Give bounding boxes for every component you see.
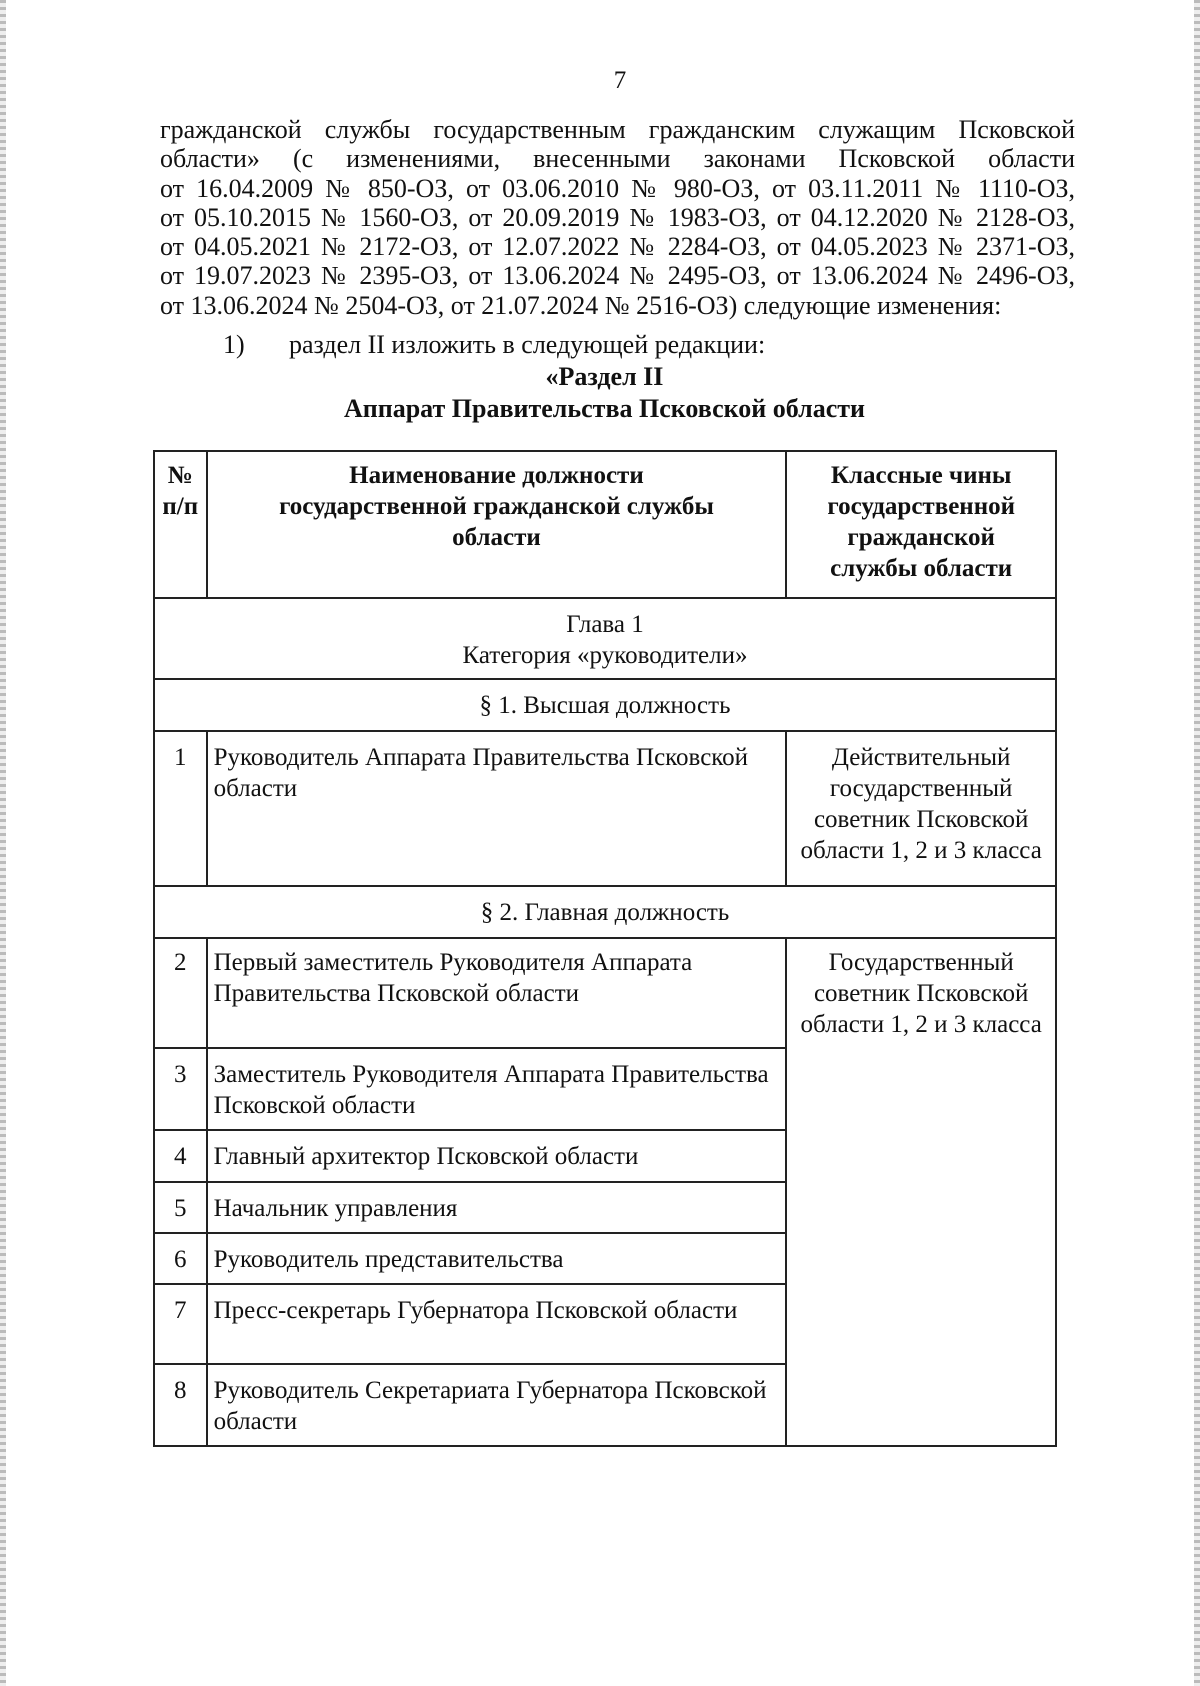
row-position: Руководитель Аппарата Правительства Псковской области [207,731,787,886]
intro-line: от 19.07.2023 № 2395-ОЗ, от 13.06.2024 № 2495-ОЗ, от 13.06.2024 № 2496-ОЗ, [160,261,1075,291]
list-item-text: раздел II изложить в следующей редакции: [289,330,766,359]
list-item-number: 1) [223,330,245,359]
row-position: Первый заместитель Руководителя Аппарата Правительства Псковской области [207,938,787,1048]
row-position: Пресс-секретарь Губернатора Псковской области [207,1284,787,1364]
positions-table [153,450,1057,1447]
header-position: Наименование должности государственной гражданской службы области [207,451,787,598]
intro-line: гражданской службы государственным гражданским служащим Псковской [160,115,1075,144]
chapter-title: Глава 1 [566,611,644,638]
row-position: Начальник управления [207,1182,787,1233]
chapter-subtitle: Категория «руководители» [462,642,748,669]
chapter-cell [154,598,1056,679]
header-number: № п/п [154,451,207,598]
row-position: Руководитель Секретариата Губернатора Псковской области [207,1364,787,1446]
intro-line: области» (с изменениями, внесенными законами Псковской области [160,144,1075,174]
section-subtitle: Аппарат Правительства Псковской области [343,394,865,423]
group-rank: Государственный советник Псковской области 1, 2 и 3 класса [786,938,1056,1446]
list-item [223,330,765,359]
paragraph-row [154,679,1056,731]
intro-line: от 05.10.2015 № 1560-ОЗ, от 20.09.2019 № 1983-ОЗ, от 04.12.2020 № 2128-ОЗ, [160,202,1075,232]
intro-line: от 13.06.2024 № 2504-ОЗ, от 21.07.2024 № 2516-ОЗ) следующие изменения: [160,290,1002,320]
intro-line: от 04.05.2021 № 2172-ОЗ, от 12.07.2022 № 2284-ОЗ, от 04.05.2023 № 2371-ОЗ, [160,232,1075,262]
paragraph-2-heading: § 2. Главная должность [154,886,1056,938]
row-number: 4 [154,1130,207,1182]
paragraph-1-heading: § 1. Высшая должность [154,679,1056,731]
row-number: 7 [154,1284,207,1364]
section-title: «Раздел II [545,362,664,391]
row-number: 1 [154,731,207,886]
chapter-row [154,598,1056,679]
row-number: 2 [154,938,207,1048]
row-number: 8 [154,1364,207,1446]
table-header-row [154,451,1056,598]
row-position: Главный архитектор Псковской области [207,1130,787,1182]
scan-edge-left [0,0,6,1686]
row-number: 3 [154,1048,207,1130]
row-number: 5 [154,1182,207,1233]
intro-line: от 16.04.2009 № 850-ОЗ, от 03.06.2010 № 980-ОЗ, от 03.11.2011 № 1110-ОЗ, [160,173,1075,203]
scan-edge-right [1194,0,1200,1686]
table-row [154,938,1056,1048]
table-row [154,731,1056,886]
row-number: 6 [154,1233,207,1284]
header-rank: Классные чины государственной гражданской службы области [786,451,1056,598]
page-number: 7 [613,67,627,94]
row-position: Руководитель представительства [207,1233,787,1284]
paragraph-row [154,886,1056,938]
row-rank: Действительный государственный советник Псковской области 1, 2 и 3 класса [786,731,1056,886]
row-position: Заместитель Руководителя Аппарата Правительства Псковской области [207,1048,787,1130]
intro-paragraph [160,115,1075,320]
